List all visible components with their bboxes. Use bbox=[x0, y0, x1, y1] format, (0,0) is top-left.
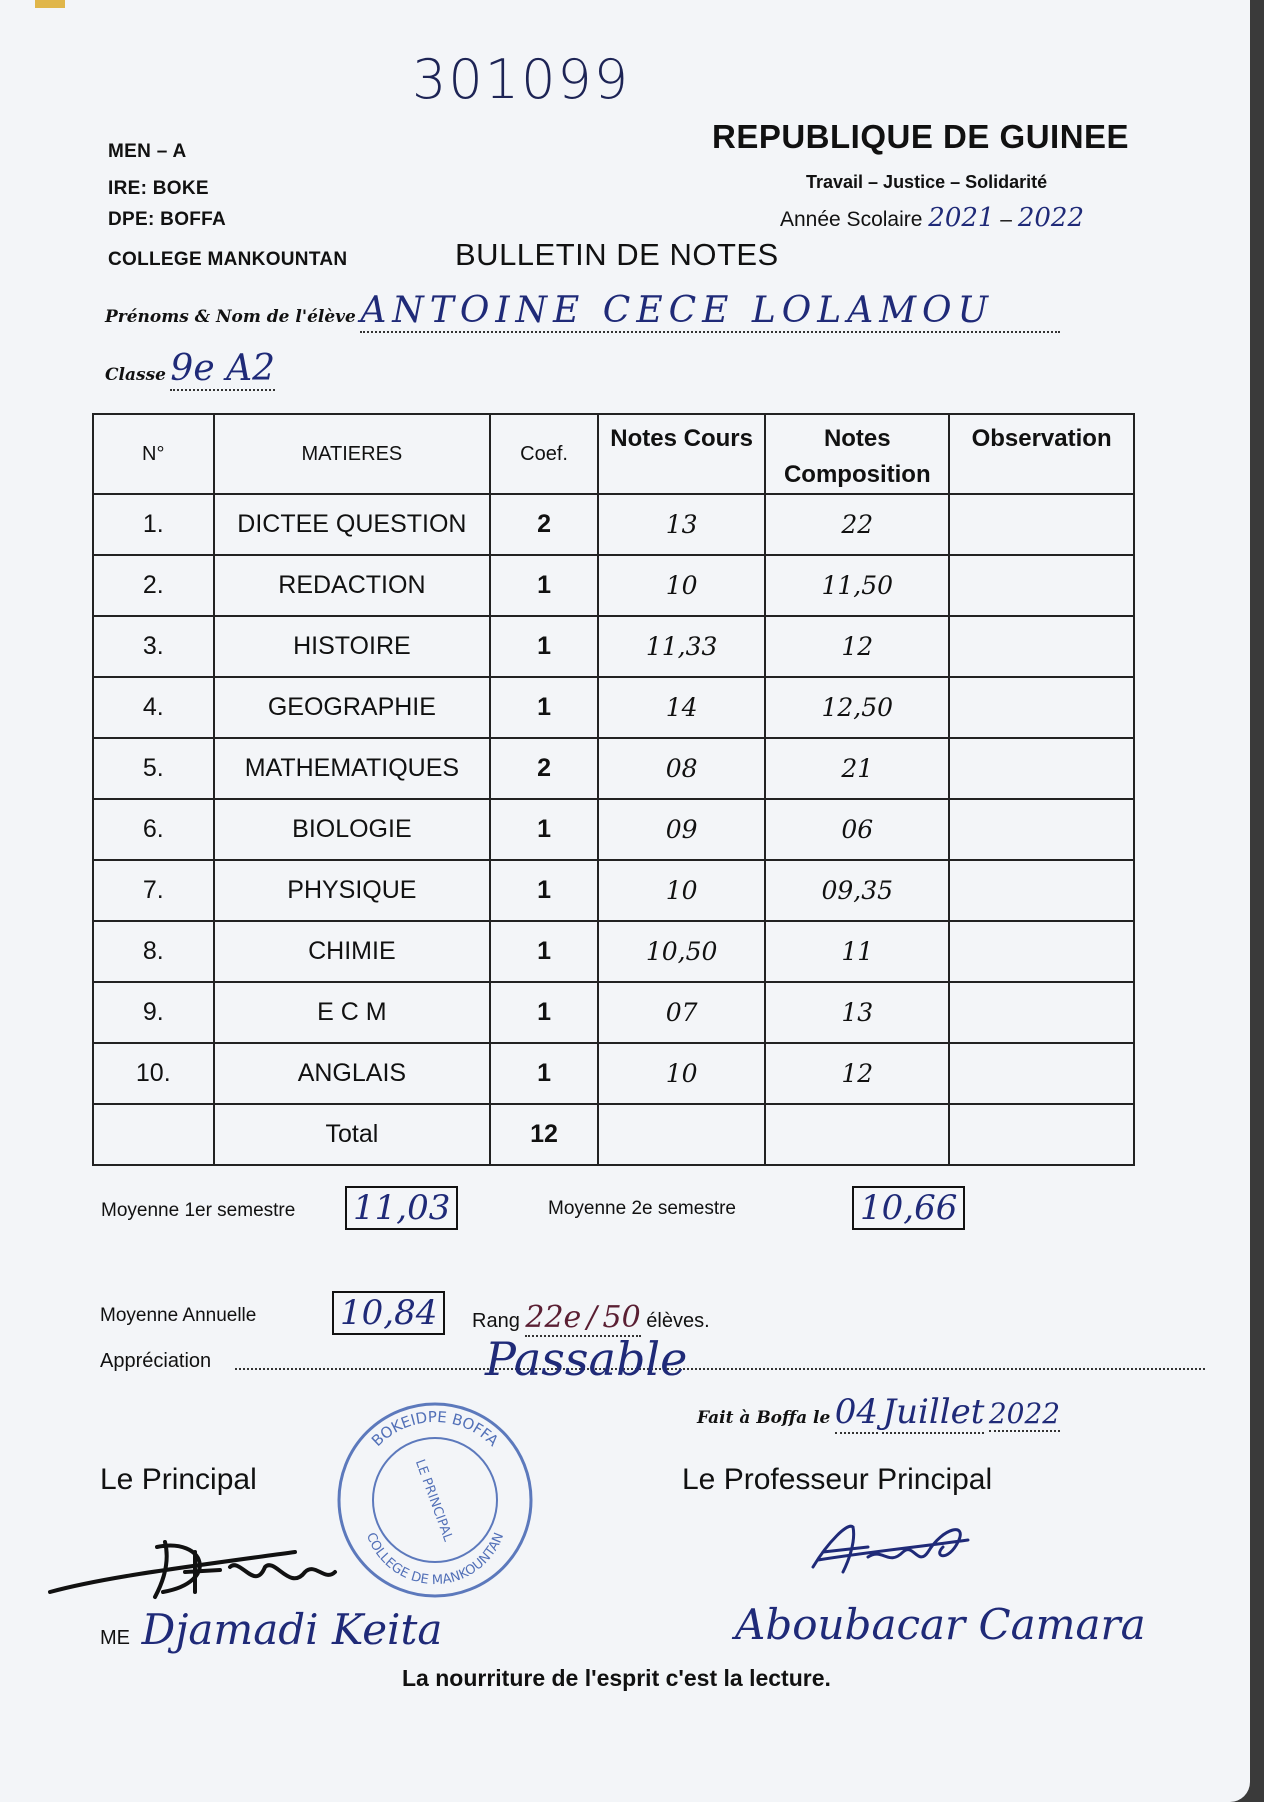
student-class-line bbox=[105, 348, 275, 391]
student-name-label: Prénoms & Nom de l'élève bbox=[105, 307, 356, 327]
rank-suffix: élèves. bbox=[646, 1310, 710, 1332]
row-observation bbox=[949, 616, 1134, 677]
row-coef: 1 bbox=[490, 982, 598, 1043]
row-coef: 1 bbox=[490, 860, 598, 921]
principal-signature bbox=[45, 1522, 345, 1612]
table-row bbox=[93, 494, 1134, 555]
stamp-center-text: LE PRINCIPAL bbox=[411, 1457, 456, 1544]
row-subject: ANGLAIS bbox=[214, 1043, 491, 1104]
row-coef: 2 bbox=[490, 494, 598, 555]
tape-mark bbox=[35, 0, 65, 8]
row-observation bbox=[949, 799, 1134, 860]
total-label: Total bbox=[214, 1104, 491, 1165]
row-notes-cours: 08 bbox=[598, 738, 765, 799]
sem1-average: 11,03 bbox=[345, 1186, 458, 1230]
row-observation bbox=[949, 677, 1134, 738]
header-notes-composition: Notes Composition bbox=[765, 414, 949, 494]
row-notes-cours: 13 bbox=[598, 494, 765, 555]
row-coef: 1 bbox=[490, 555, 598, 616]
table-row bbox=[93, 921, 1134, 982]
date-month: Juillet bbox=[882, 1392, 985, 1432]
ire-label: IRE: BOKE bbox=[108, 178, 209, 199]
ministry-label: MEN – A bbox=[108, 141, 187, 162]
row-notes-composition: 13 bbox=[765, 982, 949, 1043]
school-stamp bbox=[335, 1400, 535, 1600]
school-year-start: 2021 bbox=[928, 203, 995, 233]
row-notes-composition: 12,50 bbox=[765, 677, 949, 738]
row-subject: MATHEMATIQUES bbox=[214, 738, 491, 799]
appreciation-label: Appréciation bbox=[100, 1350, 212, 1372]
student-name: ANTOINE CECE LOLAMOU bbox=[360, 290, 994, 331]
grades-table bbox=[92, 413, 1135, 1166]
row-coef: 1 bbox=[490, 799, 598, 860]
row-notes-composition: 09,35 bbox=[765, 860, 949, 921]
row-notes-cours: 14 bbox=[598, 677, 765, 738]
row-observation bbox=[949, 860, 1134, 921]
table-row bbox=[93, 616, 1134, 677]
row-subject: E C M bbox=[214, 982, 491, 1043]
professor-name: Aboubacar Camara bbox=[735, 1600, 1146, 1649]
row-notes-composition: 11 bbox=[765, 921, 949, 982]
table-header-row bbox=[93, 414, 1134, 494]
row-number: 6. bbox=[93, 799, 214, 860]
principal-title: Le Principal bbox=[100, 1463, 257, 1496]
date-year: 2022 bbox=[988, 1397, 1061, 1430]
annual-label: Moyenne Annuelle bbox=[100, 1305, 257, 1326]
closing-quote: La nourriture de l'esprit c'est la lecture. bbox=[402, 1665, 831, 1691]
row-subject: REDACTION bbox=[214, 555, 491, 616]
row-notes-cours: 10 bbox=[598, 555, 765, 616]
appreciation-value: Passable bbox=[485, 1332, 688, 1386]
table-row bbox=[93, 860, 1134, 921]
row-subject: PHYSIQUE bbox=[214, 860, 491, 921]
rank-separator: / bbox=[586, 1300, 597, 1335]
table-row bbox=[93, 555, 1134, 616]
row-notes-composition: 12 bbox=[765, 1043, 949, 1104]
row-observation bbox=[949, 494, 1134, 555]
header-observation: Observation bbox=[949, 414, 1134, 494]
place-date-line bbox=[697, 1392, 1060, 1434]
table-row bbox=[93, 738, 1134, 799]
professor-signature bbox=[808, 1512, 978, 1582]
row-notes-cours: 10 bbox=[598, 1043, 765, 1104]
row-observation bbox=[949, 921, 1134, 982]
table-row bbox=[93, 982, 1134, 1043]
row-subject: GEOGRAPHIE bbox=[214, 677, 491, 738]
row-notes-composition: 12 bbox=[765, 616, 949, 677]
republic-title: REPUBLIQUE DE GUINEE bbox=[712, 118, 1130, 155]
row-number: 3. bbox=[93, 616, 214, 677]
national-motto: Travail – Justice – Solidarité bbox=[806, 172, 1048, 192]
school-year-end: 2022 bbox=[1017, 203, 1084, 233]
reference-number: 301099 bbox=[412, 48, 631, 111]
row-observation bbox=[949, 738, 1134, 799]
class-label: Classe bbox=[105, 365, 166, 385]
class-size: 50 bbox=[602, 1300, 641, 1335]
row-notes-cours: 09 bbox=[598, 799, 765, 860]
row-coef: 1 bbox=[490, 677, 598, 738]
row-notes-composition: 21 bbox=[765, 738, 949, 799]
row-notes-cours: 11,33 bbox=[598, 616, 765, 677]
principal-name-line bbox=[100, 1605, 442, 1654]
row-subject: HISTOIRE bbox=[214, 616, 491, 677]
row-notes-composition: 22 bbox=[765, 494, 949, 555]
student-class: 9e A2 bbox=[170, 348, 275, 389]
row-subject: DICTEE QUESTION bbox=[214, 494, 491, 555]
school-year bbox=[780, 203, 1084, 233]
row-number: 5. bbox=[93, 738, 214, 799]
rank-label: Rang bbox=[472, 1310, 520, 1332]
header-subject: MATIERES bbox=[214, 414, 491, 494]
row-notes-cours: 10 bbox=[598, 860, 765, 921]
appreciation-line bbox=[100, 1332, 1205, 1386]
row-notes-cours: 10,50 bbox=[598, 921, 765, 982]
header-number: N° bbox=[93, 414, 214, 494]
school-year-label: Année Scolaire bbox=[780, 208, 923, 231]
row-coef: 1 bbox=[490, 1043, 598, 1104]
stamp-top-text: BOKEIDPE BOFFA bbox=[367, 1407, 503, 1450]
annual-average: 10,84 bbox=[332, 1291, 445, 1335]
row-coef: 1 bbox=[490, 616, 598, 677]
total-coef: 12 bbox=[490, 1104, 598, 1165]
sem2-average: 10,66 bbox=[852, 1186, 965, 1230]
document-title: BULLETIN DE NOTES bbox=[455, 237, 779, 272]
stamp-bottom-text: COLLEGE DE MANKOUNTAN bbox=[362, 1530, 508, 1589]
principal-name: Djamadi Keita bbox=[141, 1605, 443, 1654]
table-total-row bbox=[93, 1104, 1134, 1165]
row-number: 9. bbox=[93, 982, 214, 1043]
principal-prefix: ME bbox=[100, 1627, 130, 1649]
table-row bbox=[93, 677, 1134, 738]
rank-value: 22e bbox=[525, 1300, 582, 1335]
row-observation bbox=[949, 982, 1134, 1043]
college-name: COLLEGE MANKOUNTAN bbox=[108, 249, 348, 270]
row-number: 7. bbox=[93, 860, 214, 921]
professor-title: Le Professeur Principal bbox=[682, 1463, 993, 1496]
table-row bbox=[93, 799, 1134, 860]
row-observation bbox=[949, 555, 1134, 616]
row-coef: 1 bbox=[490, 921, 598, 982]
row-notes-composition: 06 bbox=[765, 799, 949, 860]
row-notes-composition: 11,50 bbox=[765, 555, 949, 616]
row-number: 10. bbox=[93, 1043, 214, 1104]
row-number: 2. bbox=[93, 555, 214, 616]
sem1-label: Moyenne 1er semestre bbox=[101, 1200, 296, 1221]
dpe-label: DPE: BOFFA bbox=[108, 209, 227, 230]
date-day: 04 bbox=[834, 1392, 879, 1432]
row-notes-cours: 07 bbox=[598, 982, 765, 1043]
row-number: 1. bbox=[93, 494, 214, 555]
row-subject: CHIMIE bbox=[214, 921, 491, 982]
row-number: 8. bbox=[93, 921, 214, 982]
sem2-label: Moyenne 2e semestre bbox=[548, 1198, 736, 1219]
student-name-line bbox=[105, 290, 1065, 333]
school-year-separator: – bbox=[1000, 208, 1012, 231]
row-coef: 2 bbox=[490, 738, 598, 799]
header-coef: Coef. bbox=[490, 414, 598, 494]
row-subject: BIOLOGIE bbox=[214, 799, 491, 860]
row-observation bbox=[949, 1043, 1134, 1104]
row-number: 4. bbox=[93, 677, 214, 738]
header-notes-cours: Notes Cours bbox=[598, 414, 765, 494]
table-row bbox=[93, 1043, 1134, 1104]
place-date-label: Fait à Boffa le bbox=[697, 1408, 831, 1428]
